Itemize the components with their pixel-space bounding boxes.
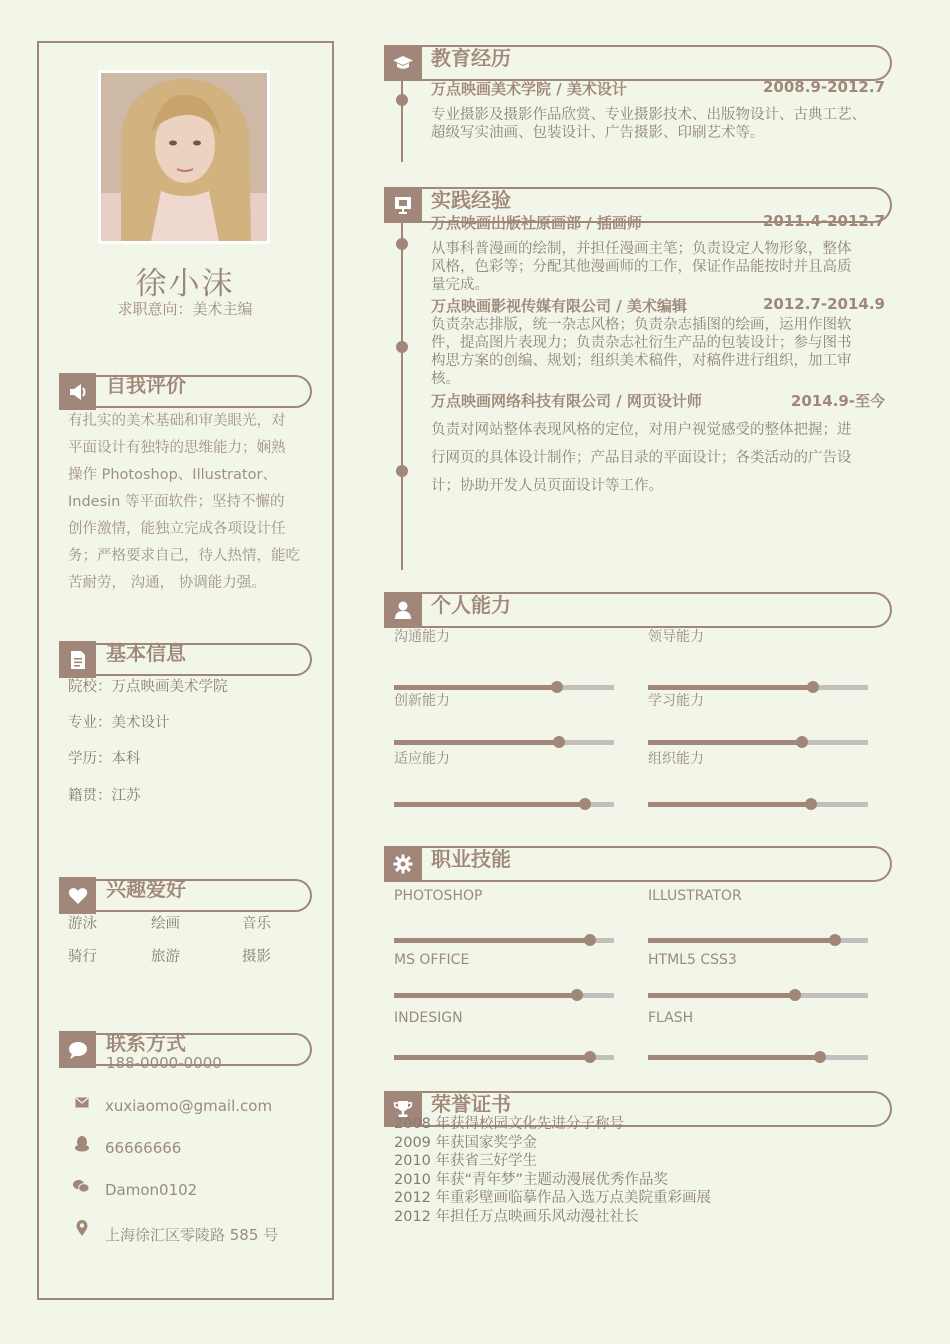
job-desc-line: 计；协助开发人员页面设计等工作。: [431, 478, 663, 494]
bar-fill: [648, 938, 835, 943]
contact-wechat: Damon0102: [105, 1181, 198, 1199]
self-eval-line: 平面设计有独特的思维能力；娴熟: [68, 440, 286, 456]
hobby-item: 绘画: [151, 916, 180, 932]
ability-bar: [648, 685, 868, 690]
bar-knob: [796, 736, 808, 748]
bar-fill: [394, 993, 577, 998]
bar-knob: [829, 934, 841, 946]
timeline-dot: [396, 94, 408, 106]
skill-bar: [394, 1055, 614, 1060]
honor-item: 2012 年担任万点映画乐风动漫社社长: [394, 1208, 639, 1225]
honors-list: [394, 1115, 894, 1226]
bar-knob: [553, 736, 565, 748]
bar-fill: [648, 993, 795, 998]
education-desc-line: 专业摄影及摄影作品欣赏、专业摄影技术、出版物设计、古典工艺、: [431, 107, 866, 123]
job-desc-line: 负责杂志排版，统一杂志风格；负责杂志插图的绘画，运用作图软: [431, 317, 852, 333]
skills-title: 职业技能: [431, 847, 511, 871]
wechat-icon: [73, 1178, 89, 1194]
ability-label: 学习能力: [648, 693, 704, 709]
bar-knob: [584, 934, 596, 946]
bar-fill: [394, 802, 585, 807]
bar-knob: [805, 798, 817, 810]
practice-timeline: [401, 222, 403, 570]
ability-bar: [648, 802, 868, 807]
self-eval-line: 务；严格要求自己，待人热情，能吃: [68, 548, 300, 564]
self-eval-text: [68, 408, 318, 597]
skill-label: ILLUSTRATOR: [648, 888, 742, 904]
bar-knob: [789, 989, 801, 1001]
job-desc: [431, 240, 891, 294]
job-date: 2011.4-2012.7: [763, 212, 885, 230]
skill-bar: [648, 993, 868, 998]
ability-bar: [394, 685, 614, 690]
job-desc-line: 行网页的具体设计制作；产品目录的平面设计；各类活动的广告设: [431, 450, 852, 466]
location-pin-icon: [74, 1220, 90, 1236]
job-intent: 求职意向：美术主编: [117, 300, 253, 318]
education-date: 2008.9-2012.7: [763, 78, 885, 96]
timeline-dot: [396, 341, 408, 353]
education-timeline: [401, 80, 403, 162]
bar-fill: [394, 685, 557, 690]
bar-fill: [394, 740, 559, 745]
honor-item: 2012 年重彩壁画临摹作品入选万点美院重彩画展: [394, 1190, 712, 1206]
self-eval-line: 操作 Photoshop、Illustrator、: [68, 467, 277, 483]
candidate-name: 徐小沫: [135, 266, 235, 302]
bar-fill: [394, 938, 590, 943]
job-desc-line: 件，提高图片表现力；负责杂志社衍生产品的包装设计；参与图书: [431, 335, 852, 351]
info-school: 院校：万点映画美术学院: [68, 679, 228, 695]
honor-item: 2008 年获得校园文化先进分子称号: [394, 1116, 625, 1132]
megaphone-icon: [59, 373, 96, 410]
skill-label: HTML5 CSS3: [648, 952, 737, 968]
ability-bar: [394, 802, 614, 807]
ability-label: 组织能力: [648, 751, 704, 767]
skill-bar: [648, 938, 868, 943]
contact-phone: 188-0000-0000: [106, 1054, 222, 1072]
bar-fill: [648, 1055, 820, 1060]
hobby-item: 摄影: [242, 949, 271, 965]
gear-icon: [384, 846, 422, 882]
skill-label: INDESIGN: [394, 1010, 463, 1026]
timeline-dot: [396, 238, 408, 250]
skill-label: FLASH: [648, 1010, 694, 1026]
ability-label: 创新能力: [394, 693, 450, 709]
bar-fill: [648, 740, 802, 745]
skill-bar: [394, 993, 614, 998]
skill-label: MS OFFICE: [394, 952, 470, 968]
self-eval-line: 有扎实的美术基础和审美眼光，对: [68, 413, 286, 429]
hobby-item: 游泳: [68, 916, 97, 932]
self-eval-title: 自我评价: [106, 373, 186, 397]
abilities-title: 个人能力: [431, 593, 511, 617]
job-title: 万点映画影视传媒有限公司 / 美术编辑: [431, 297, 687, 315]
job-desc-line: 核。: [431, 371, 460, 387]
job-title: 万点映画网络科技有限公司 / 网页设计师: [431, 392, 702, 410]
bar-fill: [394, 1055, 590, 1060]
ability-bar: [394, 740, 614, 745]
skill-label: PHOTOSHOP: [394, 888, 483, 904]
honor-item: 2010 年获省三好学生: [394, 1153, 538, 1169]
job-desc-line: 构思方案的创编、规划；组织美术稿件，对稿件进行组织，加工审: [431, 353, 852, 369]
profile-photo: [98, 70, 270, 244]
job-desc-line: 从事科普漫画的绘制，并担任漫画主笔；负责设定人物形象，整体: [431, 241, 852, 257]
education-school: 万点映画美术学院 / 美术设计: [431, 80, 627, 98]
bar-knob: [584, 1051, 596, 1063]
bar-knob: [579, 798, 591, 810]
job-desc-line: 风格，色彩等；分配其他漫画师的工作，保证作品能按时并且高质: [431, 259, 852, 275]
hobby-item: 旅游: [151, 949, 180, 965]
job-desc: [431, 416, 891, 500]
contact-address: 上海徐汇区零陵路 585 号: [105, 1226, 279, 1244]
job-date: 2012.7-2014.9: [763, 295, 885, 313]
ability-label: 适应能力: [394, 751, 450, 767]
contact-title: 联系方式: [106, 1031, 186, 1055]
education-desc-line: 超级写实油画、包装设计、广告摄影、印刷艺术等。: [431, 125, 765, 141]
graduation-cap-icon: [384, 45, 422, 81]
job-title: 万点映画出版社原画部 / 插画师: [431, 214, 642, 232]
info-degree: 学历：本科: [68, 751, 141, 767]
document-icon: [59, 641, 96, 678]
bar-fill: [648, 802, 811, 807]
bar-knob: [571, 989, 583, 1001]
job-desc: [431, 316, 891, 388]
qq-penguin-icon: [74, 1136, 90, 1152]
bar-knob: [807, 681, 819, 693]
self-eval-line: Indesin 等平面软件；坚持不懈的: [68, 494, 285, 510]
bar-fill: [648, 685, 813, 690]
easel-icon: [384, 187, 422, 223]
hobby-item: 骑行: [68, 949, 97, 965]
person-icon: [384, 592, 422, 628]
chat-bubble-icon: [59, 1031, 96, 1068]
honors-title: 荣誉证书: [431, 1092, 511, 1116]
ability-label: 沟通能力: [394, 629, 450, 645]
self-eval-line: 苦耐劳， 沟通， 协调能力强。: [68, 575, 266, 591]
hobbies-title: 兴趣爱好: [106, 877, 186, 901]
job-desc-line: 量完成。: [431, 277, 489, 293]
heart-icon: [59, 877, 96, 914]
skill-bar: [648, 1055, 868, 1060]
bar-knob: [551, 681, 563, 693]
bar-knob: [814, 1051, 826, 1063]
contact-qq: 66666666: [105, 1139, 182, 1157]
contact-email: xuxiaomo@gmail.com: [105, 1097, 273, 1115]
basic-info-title: 基本信息: [106, 641, 186, 665]
education-desc: [431, 106, 891, 142]
info-hometown: 籍贯：江苏: [68, 788, 141, 804]
ability-label: 领导能力: [648, 629, 704, 645]
job-date: 2014.9-至今: [790, 392, 885, 410]
education-title: 教育经历: [431, 46, 511, 70]
envelope-icon: [74, 1094, 90, 1110]
info-major: 专业：美术设计: [68, 715, 170, 731]
honor-item: 2010 年获“青年梦”主题动漫展优秀作品奖: [394, 1171, 669, 1188]
ability-bar: [648, 740, 868, 745]
timeline-dot: [396, 465, 408, 477]
job-desc-line: 负责对网站整体表现风格的定位，对用户视觉感受的整体把握；进: [431, 422, 852, 438]
self-eval-line: 创作激情，能独立完成各项设计任: [68, 521, 286, 537]
hobby-item: 音乐: [242, 916, 271, 932]
honor-item: 2009 年获国家奖学金: [394, 1134, 538, 1151]
skill-bar: [394, 938, 614, 943]
practice-title: 实践经验: [431, 188, 511, 212]
